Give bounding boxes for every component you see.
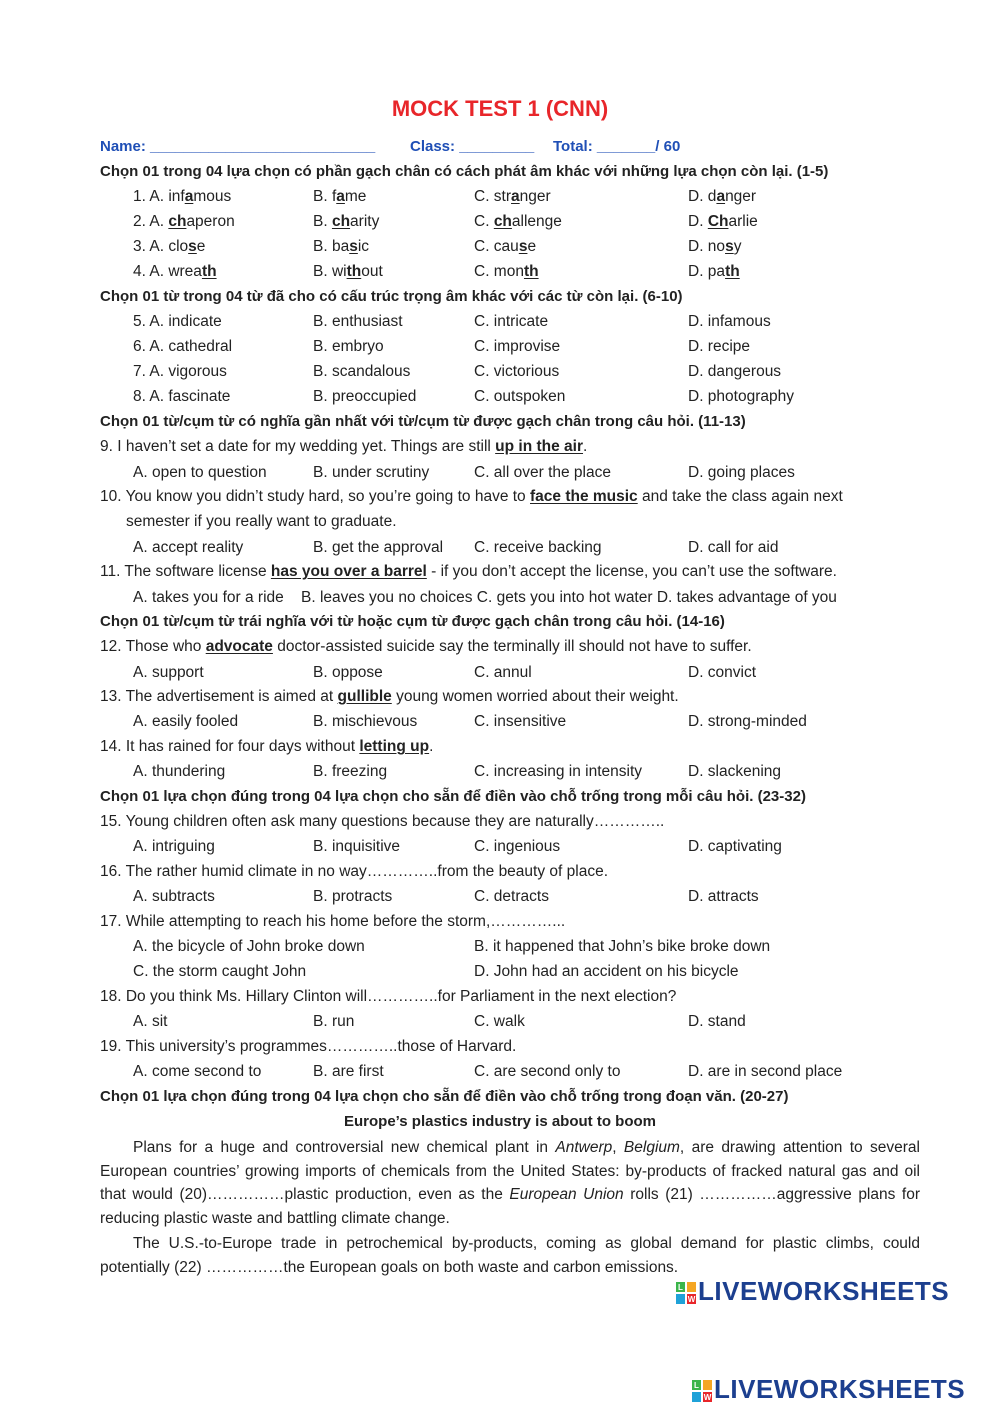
passage-heading: Europe’s plastics industry is about to boom — [344, 1113, 656, 1130]
question-16: 16. The rather humid climate in no way…………..from the beauty of place. — [100, 863, 609, 880]
q10-option-c: C. receive backing — [474, 539, 602, 556]
q6-option-c: C. improvise — [474, 338, 561, 355]
q5-option-d: D. infamous — [688, 313, 771, 330]
question-19: 19. This university’s programmes…………..those of Harvard. — [100, 1038, 517, 1055]
question-10: 10. You know you didn’t study hard, so you’re going to have to face the music and take the class again next — [100, 488, 843, 505]
svg-text:W: W — [703, 1393, 712, 1403]
question-11: 11. The software license has you over a barrel - if you don’t accept the license, you can’t use the software. — [100, 563, 837, 580]
q4-option-c: C. month — [474, 263, 539, 280]
q12-option-b: B. oppose — [313, 664, 383, 681]
q13-option-c: C. insensitive — [474, 713, 567, 730]
q8-option-d: D. photography — [688, 388, 794, 405]
question-13: 13. The advertisement is aimed at gullible young women worried about their weight. — [100, 688, 679, 705]
q16-option-a: A. subtracts — [133, 888, 215, 905]
underlined-sound: Ch — [707, 213, 729, 230]
q18-option-c: C. walk — [474, 1013, 525, 1030]
underlined-phrase: up in the air — [495, 438, 584, 455]
question-18: 18. Do you think Ms. Hillary Clinton will…………..for Parliament in the next election? — [100, 988, 677, 1005]
q13-option-a: A. easily fooled — [133, 713, 239, 730]
question-9: 9. I haven’t set a date for my wedding yet. Things are still up in the air. — [100, 438, 588, 455]
q14-option-c: C. increasing in intensity — [474, 763, 642, 780]
q19-option-d: D. are in second place — [688, 1063, 843, 1080]
q2-option-c: C. challenge — [474, 213, 562, 230]
q12-option-c: C. annul — [474, 664, 532, 681]
underlined-sound: s — [188, 238, 197, 255]
q15-option-a: A. intriguing — [133, 838, 215, 855]
section-heading-2: Chọn 01 từ trong 04 từ đã cho có cấu trúc trọng âm khác với các từ còn lại. (6-10) — [100, 288, 683, 305]
section-heading-4: Chọn 01 từ/cụm từ trái nghĩa với từ hoặc cụm từ được gạch chân trong câu hỏi. (14-16) — [100, 613, 725, 630]
q3-option-b: B. basic — [313, 238, 370, 255]
underlined-sound: th — [201, 263, 217, 280]
q10-option-b: B. get the approval — [313, 539, 444, 556]
q10-option-a: A. accept reality — [133, 539, 244, 556]
q5-option-c: C. intricate — [474, 313, 549, 330]
q9-option-b: B. under scrutiny — [313, 464, 430, 481]
q8-option-b: B. preoccupied — [313, 388, 417, 405]
section-heading-1: Chọn 01 trong 04 lựa chọn có phần gạch chân có cách phát âm khác với những lựa chọn còn lại. (1-5) — [100, 163, 829, 180]
q6-option-a: 6. A. cathedral — [133, 338, 233, 355]
q2-option-b: B. charity — [313, 213, 380, 230]
q3-option-d: D. nosy — [688, 238, 742, 255]
question-10-line-2: semester if you really want to graduate. — [126, 513, 397, 530]
q17-option-a: A. the bicycle of John broke down — [133, 938, 365, 955]
q16-option-d: D. attracts — [688, 888, 759, 905]
liveworksheets-logo-icon — [676, 1282, 696, 1309]
name-field-label: Name: ___________________________ — [100, 138, 376, 155]
q16-option-c: C. detracts — [474, 888, 549, 905]
underlined-sound: th — [725, 263, 740, 280]
q17-option-b: B. it happened that John’s bike broke down — [474, 938, 771, 955]
q9-option-a: A. open to question — [133, 464, 267, 481]
q17-option-d: D. John had an accident on his bicycle — [474, 963, 739, 980]
q8-option-a: 8. A. fascinate — [133, 388, 231, 405]
underlined-phrase: gullible — [337, 688, 392, 705]
liveworksheets-brand-text: LIVEWORKSHEETS — [698, 1276, 950, 1306]
q4-option-b: B. without — [313, 263, 383, 280]
q14-option-d: D. slackening — [688, 763, 782, 780]
question-14: 14. It has rained for four days without letting up. — [100, 738, 434, 755]
q7-option-a: 7. A. vigorous — [133, 363, 227, 380]
q8-option-c: C. outspoken — [474, 388, 566, 405]
q6-option-b: B. embryo — [313, 338, 384, 355]
q2-option-d: D. Charlie — [688, 213, 758, 230]
underlined-sound: th — [346, 263, 362, 280]
svg-text:L: L — [694, 1381, 699, 1391]
q5-option-a: 5. A. indicate — [133, 313, 222, 330]
q19-option-c: C. are second only to — [474, 1063, 621, 1080]
q14-option-b: B. freezing — [313, 763, 388, 780]
underlined-sound: a — [184, 188, 194, 205]
q19-option-b: B. are first — [313, 1063, 384, 1080]
section-heading-3: Chọn 01 từ/cụm từ có nghĩa gần nhất với từ/cụm từ được gạch chân trong câu hỏi. (11-13) — [100, 413, 746, 430]
q15-option-d: D. captivating — [688, 838, 782, 855]
q7-option-c: C. victorious — [474, 363, 560, 380]
q9-option-c: C. all over the place — [474, 464, 611, 481]
underlined-sound: ch — [331, 213, 351, 230]
underlined-phrase: face the music — [530, 488, 638, 505]
q1-option-d: D. danger — [688, 188, 757, 205]
q1-option-a: 1. A. infamous — [133, 188, 232, 205]
q4-option-d: D. path — [688, 263, 740, 280]
page-title: MOCK TEST 1 (CNN) — [391, 96, 609, 121]
section-heading-6: Chọn 01 lựa chọn đúng trong 04 lựa chọn cho sẵn để điền vào chỗ trống trong đoạn văn. (20-27) — [100, 1088, 789, 1105]
q7-option-b: B. scandalous — [313, 363, 411, 380]
q2-option-a: 2. A. chaperon — [133, 213, 235, 230]
underlined-sound: a — [716, 188, 726, 205]
underlined-sound: s — [349, 238, 358, 255]
q15-option-b: B. inquisitive — [313, 838, 401, 855]
q9-option-d: D. going places — [688, 464, 795, 481]
q13-option-b: B. mischievous — [313, 713, 418, 730]
underlined-sound: th — [523, 263, 539, 280]
total-field-label: Total: _______/ 60 — [553, 138, 681, 155]
q17-option-c: C. the storm caught John — [133, 963, 307, 980]
question-15: 15. Young children often ask many questions because they are naturally………….. — [100, 813, 665, 830]
q18-option-a: A. sit — [133, 1013, 168, 1030]
question-17: 17. While attempting to reach his home before the storm,…………... — [100, 913, 566, 930]
svg-text:L: L — [678, 1283, 683, 1293]
q12-option-a: A. support — [133, 664, 204, 681]
liveworksheets-brand-text: LIVEWORKSHEETS — [714, 1374, 966, 1404]
q19-option-a: A. come second to — [133, 1063, 262, 1080]
underlined-phrase: advocate — [205, 638, 273, 655]
underlined-sound: a — [511, 188, 520, 205]
underlined-phrase: has you over a barrel — [270, 563, 427, 580]
q12-option-d: D. convict — [688, 664, 757, 681]
underlined-sound: a — [336, 188, 345, 205]
q14-option-a: A. thundering — [133, 763, 226, 780]
underlined-sound: ch — [493, 213, 512, 230]
q5-option-b: B. enthusiast — [313, 313, 403, 330]
q16-option-b: B. protracts — [313, 888, 393, 905]
underlined-sound: ch — [168, 213, 187, 230]
q13-option-d: D. strong-minded — [688, 713, 807, 730]
class-field-label: Class: _________ — [410, 138, 535, 155]
liveworksheets-watermark-mid — [676, 1276, 949, 1309]
q4-option-a: 4. A. wreath — [133, 263, 217, 280]
q18-option-b: B. run — [313, 1013, 355, 1030]
q11-options: A. takes you for a ride B. leaves you no choices C. gets you into hot water D. takes advantage of you — [133, 589, 837, 606]
q15-option-c: C. ingenious — [474, 838, 561, 855]
underlined-sound: s — [518, 238, 528, 255]
liveworksheets-logo-icon — [692, 1380, 712, 1407]
passage-paragraph-2: The U.S.-to-Europe trade in petrochemical by-products, coming as global demand for plastic climbs, could potentially (22) ……………the European goals on both waste and carbon emissions. — [100, 1235, 920, 1276]
q1-option-c: C. stranger — [474, 188, 551, 205]
q7-option-d: D. dangerous — [688, 363, 782, 380]
q6-option-d: D. recipe — [688, 338, 751, 355]
underlined-sound: s — [725, 238, 734, 255]
q18-option-d: D. stand — [688, 1013, 746, 1030]
section-heading-5: Chọn 01 lựa chọn đúng trong 04 lựa chọn cho sẵn để điền vào chỗ trống trong mỗi câu hỏi. (23-32) — [100, 788, 806, 805]
question-12: 12. Those who advocate doctor-assisted suicide say the terminally ill should not have to suffer. — [100, 638, 752, 655]
liveworksheets-watermark-bottom — [692, 1374, 965, 1407]
q3-option-c: C. cause — [474, 238, 537, 255]
q3-option-a: 3. A. close — [133, 238, 206, 255]
q10-option-d: D. call for aid — [688, 539, 779, 556]
q1-option-b: B. fame — [313, 188, 367, 205]
underlined-phrase: letting up — [359, 738, 430, 755]
passage-paragraph-1: Plans for a huge and controversial new chemical plant in Antwerp, Belgium, are drawing attention to several European countries’ growing imports of chemicals from the United States: by-products of fracked natural gas and oil that would (20)……………plastic production, even as the European Union rolls (21) ……………aggressive plans for reducing plastic waste and battling climate change. — [100, 1139, 921, 1227]
svg-text:W: W — [687, 1295, 696, 1305]
